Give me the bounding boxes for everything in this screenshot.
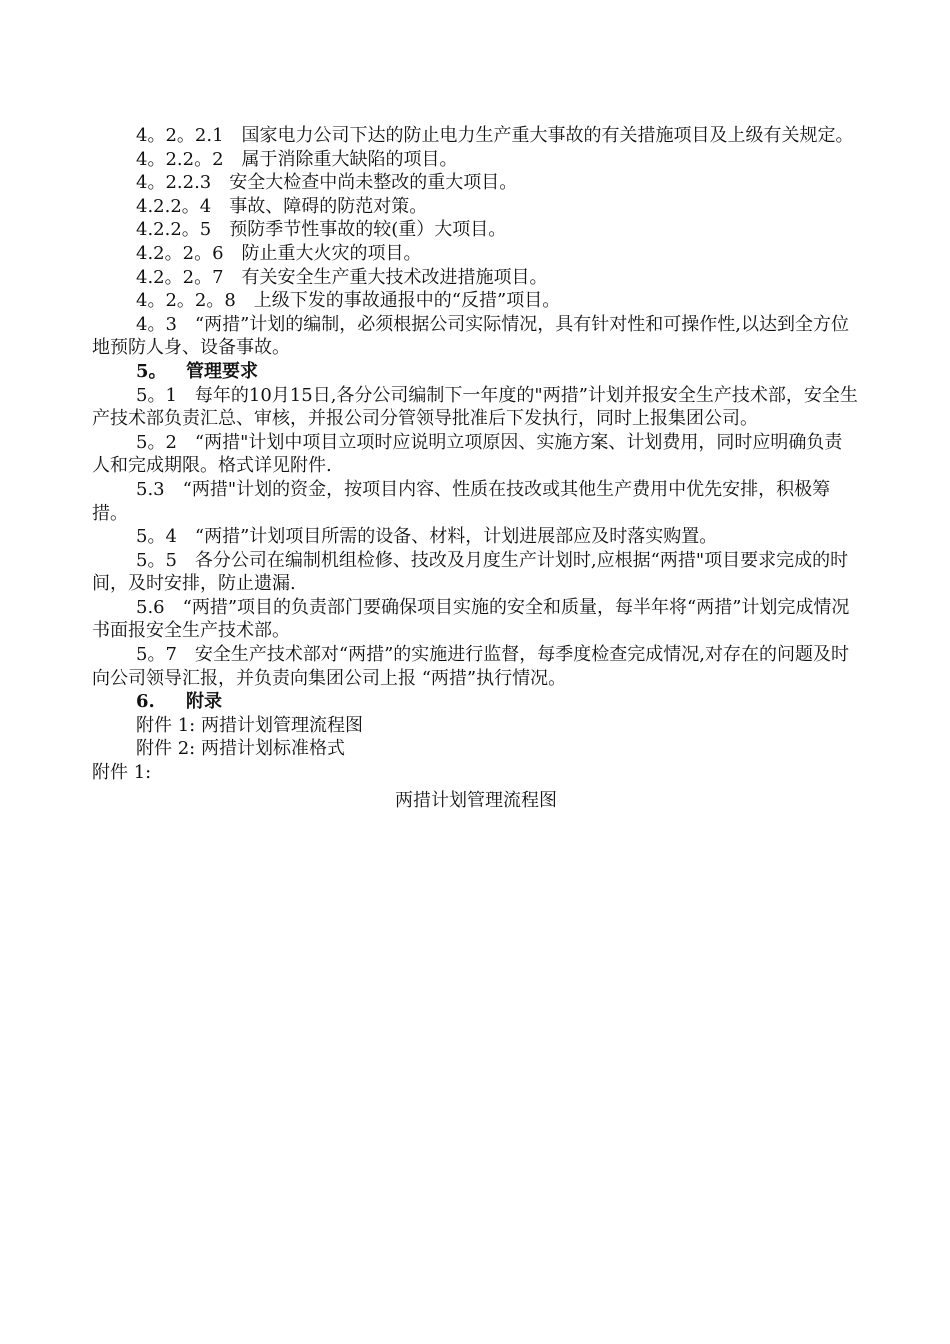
clause-5-5: 5。5 各分公司在编制机组检修、技改及月度生产计划时,应根据“两措"项目要求完成的时间，及时安排，防止遗漏. <box>92 549 849 595</box>
clause-4-2-2-5: 4.2.2。5 预防季节性事故的较(重）大项目。 <box>136 219 507 241</box>
section-5-title: 管理要求 <box>186 360 258 382</box>
appendix-item-1: 附件 1: 两措计划管理流程图 <box>136 714 363 736</box>
clause-5-2: 5。2 “两措"计划中项目立项时应说明立项原因、实施方案、计划费用，同时应明确负责人和完成期限。格式详见附件. <box>92 431 843 477</box>
section-6-heading <box>92 690 860 714</box>
clause-4-2-2-4: 4.2.2。4 事故、障碍的防范对策。 <box>136 195 428 217</box>
clause-5-3: 5.3 “两措"计划的资金，按项目内容、性质在技改或其他生产费用中优先安排，积极筹措。 <box>92 478 831 524</box>
clause-4-2-2-8: 4。2。2。8 上级下发的事故通报中的“反措”项目。 <box>136 290 561 312</box>
figure-title: 两措计划管理流程图 <box>395 789 557 811</box>
clause-4-2-2-1: 4。2。2.1 国家电力公司下达的防止电力生产重大事故的有关措施项目及上级有关规定。 <box>136 125 854 146</box>
attachment-label: 附件 1: <box>92 762 152 784</box>
clause-4-3: 4。3 “两措”计划的编制，必须根据公司实际情况，具有针对性和可操作性,以达到全方位地预防人身、设备事故。 <box>92 313 850 359</box>
clause-5-7: 5。7 安全生产技术部对“两措”的实施进行监督，每季度检查完成情况,对存在的问题及时向公司领导汇报，并负责向集团公司上报 “两措”执行情况。 <box>92 644 850 689</box>
clause-4-2-2-2: 4。2.2。2 属于消除重大缺陷的项目。 <box>136 148 458 170</box>
clause-5-4: 5。4 “两措”计划项目所需的设备、材料，计划进展部应及时落实购置。 <box>136 526 718 548</box>
document-body <box>92 124 860 812</box>
appendix-item-2: 附件 2: 两措计划标准格式 <box>136 738 345 760</box>
clause-4-2-2-3: 4。2.2.3 安全大检查中尚未整改的重大项目。 <box>136 172 518 194</box>
clause-4-2-2-7: 4.2。2。7 有关安全生产重大技术改进措施项目。 <box>136 266 548 288</box>
section-6-number: 6. <box>136 691 155 713</box>
clause-5-1: 5。1 每年的10月15日,各分公司编制下一年度的"两措”计划并报安全生产技术部，安全生产技术部负责汇总、审核，并报公司分管领导批准后下发执行，同时上报集团公司。 <box>92 384 858 430</box>
section-5-heading <box>92 360 860 384</box>
clause-4-2-2-6: 4.2。2。6 防止重大火灾的项目。 <box>136 242 422 264</box>
section-6-title: 附录 <box>186 691 222 713</box>
clause-5-6: 5.6 “两措”项目的负责部门要确保项目实施的安全和质量，每半年将“两措”计划完成情况书面报安全生产技术部。 <box>92 596 850 642</box>
section-5-number: 5。 <box>136 360 167 382</box>
